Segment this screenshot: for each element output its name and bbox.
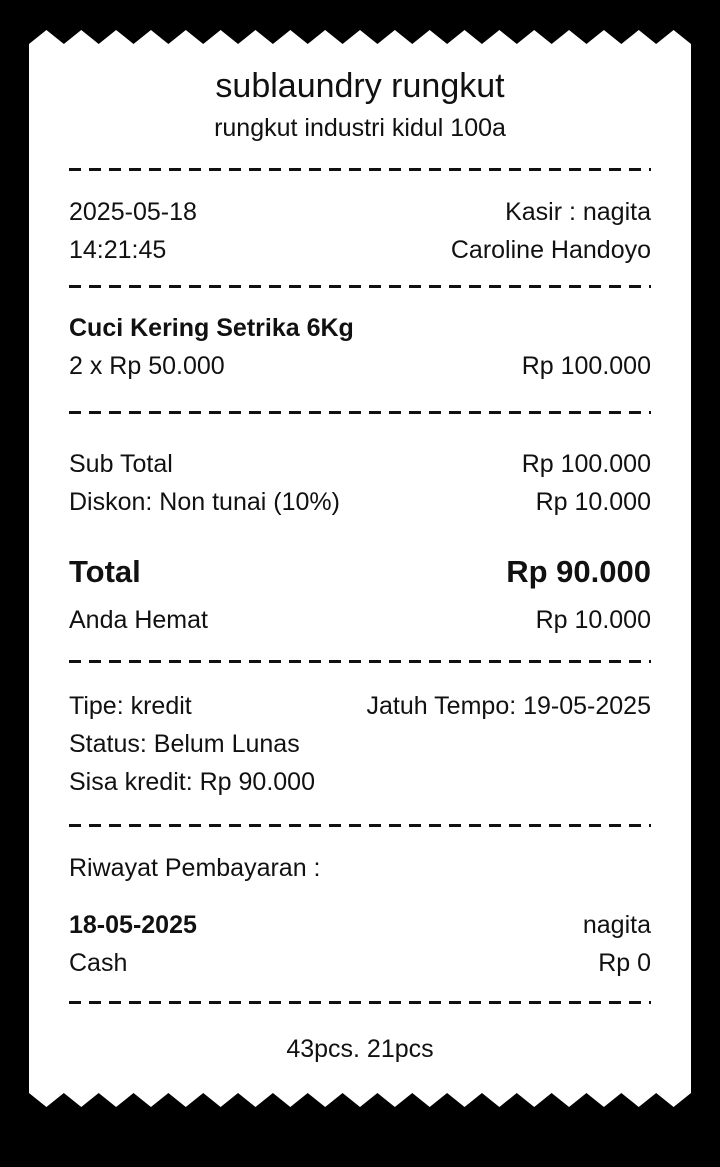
payment-entry-row-1 <box>69 906 651 944</box>
discount-row <box>69 483 651 521</box>
payment-entry-row-2 <box>69 944 651 982</box>
total-row <box>69 549 651 595</box>
transaction-row-1 <box>69 193 651 231</box>
savings-value: Rp 10.000 <box>535 606 651 634</box>
store-address: rungkut industri kidul 100a <box>214 114 506 142</box>
dashed-divider <box>69 824 651 827</box>
subtotal-value: Rp 100.000 <box>521 450 651 478</box>
credit-type: Tipe: kredit <box>69 692 192 720</box>
transaction-row-2 <box>69 231 651 269</box>
payment-amount: Rp 0 <box>598 949 651 977</box>
discount-value: Rp 10.000 <box>535 488 651 516</box>
receipt <box>29 30 691 1107</box>
pieces-summary: 43pcs. 21pcs <box>286 1035 434 1063</box>
payment-history-section <box>69 849 651 982</box>
payment-history-entry <box>69 906 651 982</box>
credit-remaining: Sisa kredit: Rp 90.000 <box>69 768 315 796</box>
total-label: Total <box>69 554 141 589</box>
totals-section <box>69 445 651 639</box>
item-row <box>69 347 651 385</box>
torn-edge-bottom <box>29 1093 691 1107</box>
cashier-name: Kasir : nagita <box>505 198 651 226</box>
receipt-header <box>69 44 651 148</box>
dashed-divider <box>69 285 651 288</box>
payment-method: Cash <box>69 949 128 977</box>
credit-due-date: Jatuh Tempo: 19-05-2025 <box>366 692 651 720</box>
transaction-date: 2025-05-18 <box>69 198 197 226</box>
credit-status: Status: Belum Lunas <box>69 730 300 758</box>
receipt-paper <box>29 44 691 1093</box>
transaction-time: 14:21:45 <box>69 236 167 264</box>
subtotal-label: Sub Total <box>69 450 173 478</box>
total-value: Rp 90.000 <box>506 554 651 589</box>
payment-date: 18-05-2025 <box>69 911 197 939</box>
payment-history-title: Riwayat Pembayaran : <box>69 854 321 882</box>
item-amount: Rp 100.000 <box>521 352 651 380</box>
item-qty-price: 2 x Rp 50.000 <box>69 352 225 380</box>
store-name: sublaundry rungkut <box>215 67 505 105</box>
customer-name: Caroline Handoyo <box>450 236 651 264</box>
subtotal-row <box>69 445 651 483</box>
transaction-info-section <box>69 193 651 269</box>
dashed-divider <box>69 168 651 171</box>
item-name: Cuci Kering Setrika 6Kg <box>69 314 354 342</box>
discount-label: Diskon: Non tunai (10%) <box>69 488 340 516</box>
dashed-divider <box>69 411 651 414</box>
payment-cashier: nagita <box>582 911 651 939</box>
dashed-divider <box>69 1001 651 1004</box>
savings-label: Anda Hemat <box>69 606 208 634</box>
savings-row <box>69 601 651 639</box>
credit-section <box>69 687 651 801</box>
dashed-divider <box>69 660 651 663</box>
torn-edge-top <box>29 30 691 44</box>
credit-type-row <box>69 687 651 725</box>
items-section <box>69 309 651 385</box>
